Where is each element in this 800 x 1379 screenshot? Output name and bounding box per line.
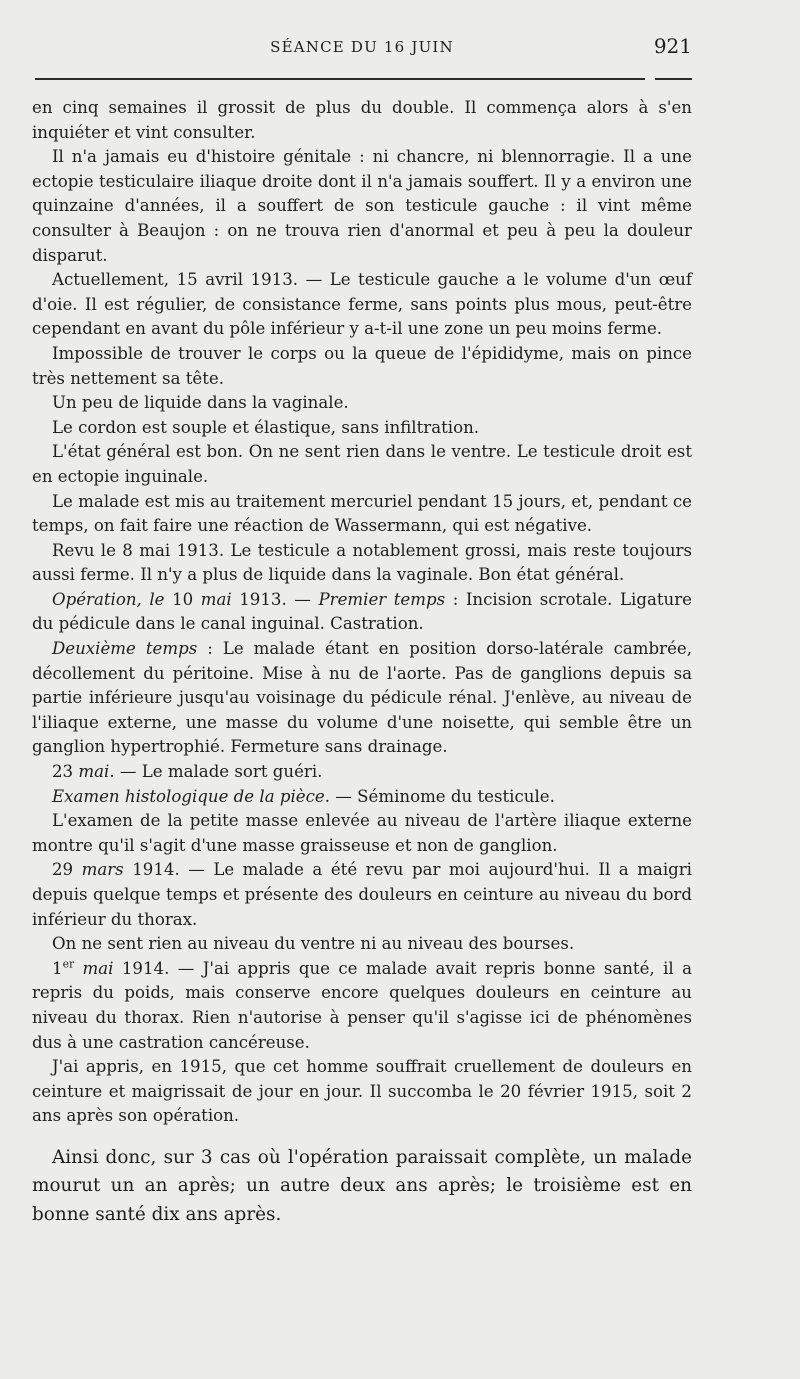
paragraph: L'examen de la petite masse enlevée au niveau de l'artère iliaque externe montre qu'il s'agit d'une masse graisseuse et non de ganglion. (32, 811, 692, 855)
page-number: 921 (653, 34, 692, 58)
italic-text: mai (200, 589, 232, 609)
page-header (32, 34, 692, 62)
header-rule-short (655, 78, 692, 80)
paragraph: Il n'a jamais eu d'histoire génitale : ni chancre, ni blennorragie. Il a une ectopie testiculaire iliaque droite dont il n'a jamais souffert. Il y a environ une quinzaine d'années, il a souffert de son testicule gauche : il vint même consulter à Beaujon : on ne trouva rien d'anormal et peu à peu la douleur disparut. (32, 147, 692, 265)
paragraph (32, 760, 692, 785)
concluding-paragraph: Ainsi donc, sur 3 cas où l'opération paraissait complète, un malade mourut un an après; un autre deux ans après; le troisième est en bonne santé dix ans après. (32, 1146, 692, 1225)
paragraph: Le malade est mis au traitement mercuriel pendant 15 jours, et, pendant ce temps, on fait faire une réaction de Wassermann, qui est négative. (32, 491, 692, 536)
header-rule (35, 78, 645, 80)
paragraph (32, 785, 692, 810)
paragraph: Revu le 8 mai 1913. Le testicule a notablement grossi, mais reste toujours aussi ferme. Il n'y a plus de liquide dans la vaginale. Bon état général. (32, 540, 692, 585)
paragraph: Impossible de trouver le corps ou la queue de l'épididyme, mais on pince très nettement sa tête. (32, 343, 692, 388)
text: : Incision scrotale. Ligature du pédicule dans le canal inguinal. Castration. (32, 589, 692, 634)
paragraph: J'ai appris, en 1915, que cet homme souffrait cruellement de douleurs en ceinture et maigrissait de jour en jour. Il succomba le 20 février 1915, soit 2 ans après son opération. (32, 1057, 692, 1126)
text: : Le malade étant en position dorso-latérale cambrée, décollement du péritoine. Mise à nu de l'aorte. Pas de ganglions depuis sa partie inférieure jusqu'au voisinage du pédicule rénal. J'enlève, au niveau de l'iliaque externe, une masse du volume d'une noisette, qui semble être un ganglion hypertrophié. Fermeture sans drainage. (32, 639, 692, 757)
italic-text: Premier temps (318, 589, 446, 609)
italic-text: Opération, le (52, 589, 165, 609)
paragraph (32, 858, 692, 932)
italic-text: Deuxième temps (52, 639, 198, 659)
paragraph: Le cordon est souple et élastique, sans infiltration. (52, 417, 480, 437)
paragraph: L'état général est bon. On ne sent rien dans le ventre. Le testicule droit est en ectopie inguinale. (32, 442, 692, 486)
text: 23 (52, 762, 79, 782)
italic-text: mars (81, 860, 124, 880)
italic-text: mai (78, 762, 110, 782)
superscript: er (62, 957, 75, 971)
paragraph: en cinq semaines il grossit de plus du double. Il commença alors à s'en inquiéter et vint consulter. (32, 98, 692, 142)
running-title: SÉANCE DU 16 JUIN (270, 38, 454, 56)
paragraph (32, 637, 692, 760)
text: 10 (164, 589, 201, 609)
text: 1 (52, 958, 63, 978)
text: 1913. — (231, 589, 319, 609)
text: 29 (52, 860, 82, 880)
paragraph (32, 588, 692, 637)
paragraph: On ne sent rien au niveau du ventre ni au niveau des bourses. (52, 934, 575, 954)
text: . — Séminome du testicule. (324, 786, 555, 806)
text: 1914. — Le malade a été revu par moi aujourd'hui. Il a maigri depuis quelque temps et présente des douleurs en ceinture au niveau du bord inférieur du thorax. (32, 860, 692, 929)
paragraph (32, 957, 692, 1055)
paragraph: Un peu de liquide dans la vaginale. (52, 393, 349, 413)
italic-text: Examen histologique de la pièce (52, 786, 325, 806)
body-text (32, 96, 692, 1229)
text: 1914. — J'ai appris que ce malade avait repris bonne santé, il a repris du poids, mais conserve encore quelques douleurs en ceinture au niveau du thorax. Rien n'autorise à penser qu'il s'agisse ici de phénomènes dus à une castration cancéreuse. (32, 958, 692, 1052)
paragraph: Actuellement, 15 avril 1913. — Le testicule gauche a le volume d'un œuf d'oie. Il est régulier, de consistance ferme, sans points plus mous, peut-être cependant en avant du pôle inférieur y a-t-il une zone un peu moins ferme. (32, 270, 692, 339)
text: . — Le malade sort guéri. (109, 762, 323, 782)
text (74, 959, 82, 978)
italic-text: mai (82, 958, 114, 978)
